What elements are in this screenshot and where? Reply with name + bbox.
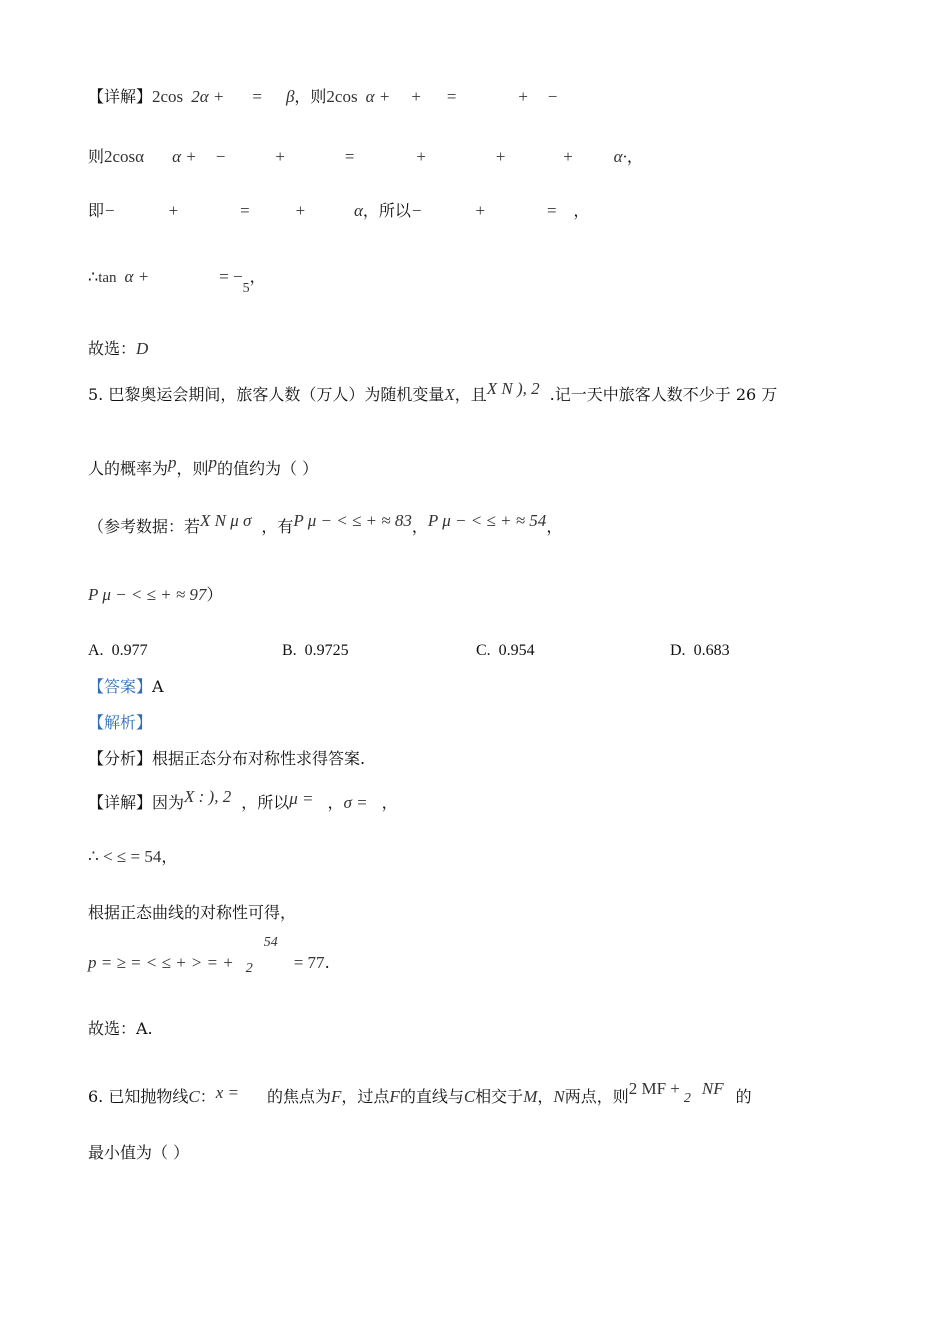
q4-detail-line-3: 即− + = + α，所以− + = ， bbox=[88, 201, 590, 220]
q5-fenxi: 【分析】根据正态分布对称性求得答案. bbox=[88, 749, 366, 768]
q5-reference-line-2: P μ − < ≤ + ≈ 97） bbox=[88, 585, 223, 604]
q5-therefore-line: ∴ < ≤ = 54， bbox=[88, 847, 178, 866]
q4-detail-line-4: ∴tan α + = −5， bbox=[88, 267, 266, 296]
q5-answer: 【答案】A bbox=[88, 677, 164, 696]
q5-calc-line: p = ≥ = < ≤ + > = + 54 2 = 77. bbox=[88, 935, 330, 976]
q5-option-b: B. 0.9725 bbox=[282, 642, 349, 659]
q5-analysis-label: 【解析】 bbox=[88, 713, 153, 732]
q5-stem-line-1: 5. 巴黎奥运会期间，旅客人数（万人）为随机变量X，且X N ), 2 .记一天中旅客人数不少于 26 万 bbox=[88, 379, 778, 404]
q6-stem-line-2: 最小值为（ ） bbox=[88, 1143, 190, 1162]
q5-reference-line-1: （参考数据：若X N μ σ ，有P μ − < ≤ + ≈ 83，P μ − < ≤ + ≈ 54， bbox=[88, 511, 563, 536]
detail-label: 【详解】 bbox=[88, 87, 153, 106]
q5-detail-line: 【详解】因为X : ), 2 ，所以μ = ，σ = ， bbox=[88, 787, 398, 812]
q4-choose: 故选：D bbox=[88, 339, 149, 358]
q6-stem-line-1: 6. 已知抛物线C：x = 的焦点为F，过点F的直线与C相交于M，N两点，则2 MF + 2 NF 的 bbox=[88, 1079, 752, 1106]
q4-detail-line-1: 【详解】2cos 2α + = β，则2cos α + + = + − bbox=[88, 87, 559, 106]
q5-option-a: A. 0.977 bbox=[88, 642, 148, 659]
q5-stem-line-2: 人的概率为p，则p的值约为（ ） bbox=[88, 453, 319, 478]
q5-symmetry-text: 根据正态曲线的对称性可得， bbox=[88, 903, 297, 922]
fraction: 54 2 bbox=[245, 935, 278, 976]
q5-choose: 故选：A. bbox=[88, 1019, 153, 1038]
q5-option-c: C. 0.954 bbox=[476, 642, 535, 659]
q5-option-d: D. 0.683 bbox=[670, 642, 730, 659]
q4-detail-line-2: 则2cosα α + − + = + + + α·， bbox=[88, 147, 643, 166]
q6-fraction: 2 bbox=[683, 1091, 691, 1106]
